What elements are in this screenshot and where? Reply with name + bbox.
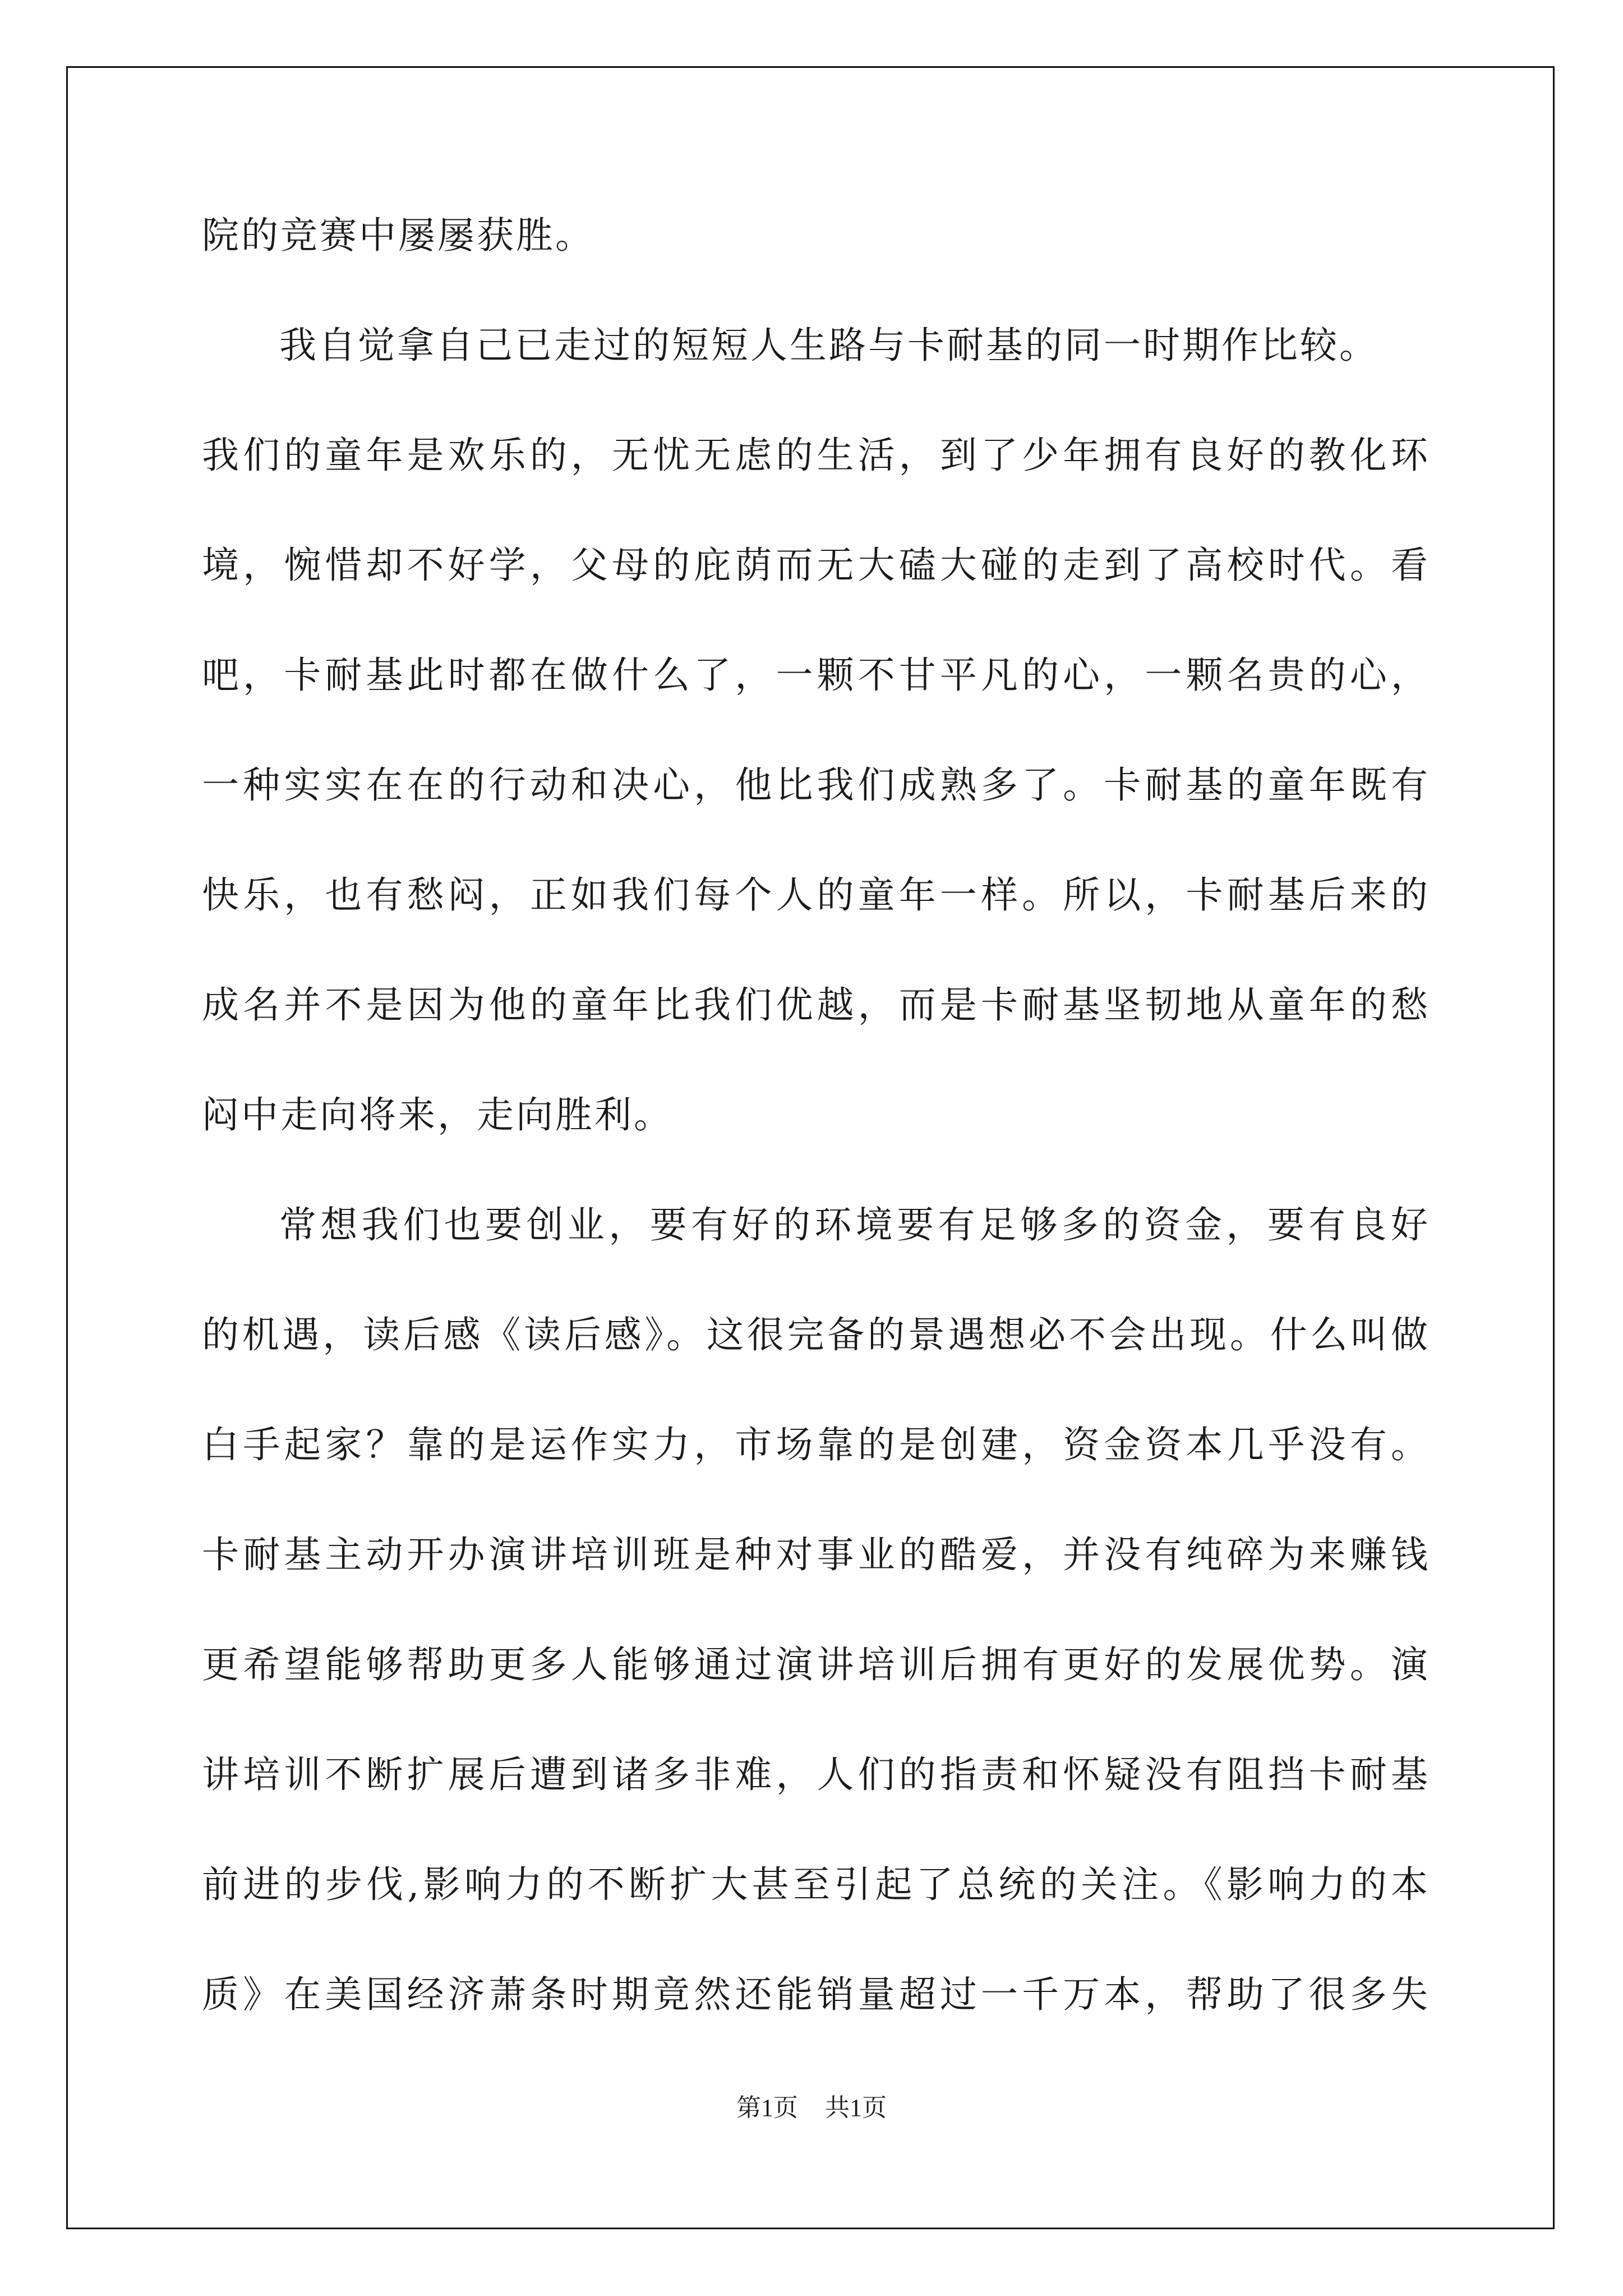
paragraph-start-line: 我自觉拿自己已走过的短短人生路与卡耐基的同一时期作比较。 — [279, 324, 1378, 367]
text-line: 卡耐基主动开办演讲培训班是种对事业的酷爱，并没有纯碎为来赚钱 — [202, 1533, 1430, 1576]
text-line: 境，惋惜却不好学，父母的庇荫而无大磕大碰的走到了高校时代。看 — [202, 544, 1430, 587]
text-line: 快乐，也有愁闷，正如我们每个人的童年一样。所以，卡耐基后来的 — [202, 873, 1430, 917]
text-line: 更希望能够帮助更多人能够通过演讲培训后拥有更好的发展优势。演 — [202, 1643, 1430, 1686]
text-line: 吧，卡耐基此时都在做什么了，一颗不甘平凡的心，一颗名贵的心， — [202, 654, 1430, 697]
text-line: 前进的步伐,影响力的不断扩大甚至引起了总统的关注。《影响力的本 — [202, 1863, 1430, 1906]
text-line: 成名并不是因为他的童年比我们优越，而是卡耐基坚韧地从童年的愁 — [202, 983, 1430, 1027]
page-total: 共1页 — [825, 2094, 887, 2122]
text-line: 一种实实在在的行动和决心，他比我们成熟多了。卡耐基的童年既有 — [202, 763, 1430, 807]
text-line: 的机遇，读后感《读后感》。这很完备的景遇想必不会出现。什么叫做 — [202, 1313, 1430, 1356]
page-footer — [0, 2091, 1623, 2125]
document-body — [202, 196, 1430, 2065]
text-line: 讲培训不断扩展后遭到诸多非难，人们的指责和怀疑没有阻挡卡耐基 — [202, 1753, 1430, 1796]
text-line: 白手起家？靠的是运作实力，市场靠的是创建，资金资本几乎没有。 — [202, 1423, 1430, 1466]
text-line: 我们的童年是欢乐的，无忧无虑的生活，到了少年拥有良好的教化环 — [202, 434, 1430, 477]
page-number: 第1页 — [736, 2094, 798, 2122]
text-line: 院的竞赛中屡屡获胜。 — [202, 214, 594, 257]
paragraph-start-line: 常想我们也要创业，要有好的环境要有足够多的资金，要有良好 — [279, 1203, 1430, 1246]
text-line: 闷中走向将来，走向胜利。 — [202, 1093, 673, 1137]
text-line: 质》在美国经济萧条时期竟然还能销量超过一千万本，帮助了很多失 — [202, 1973, 1430, 2016]
